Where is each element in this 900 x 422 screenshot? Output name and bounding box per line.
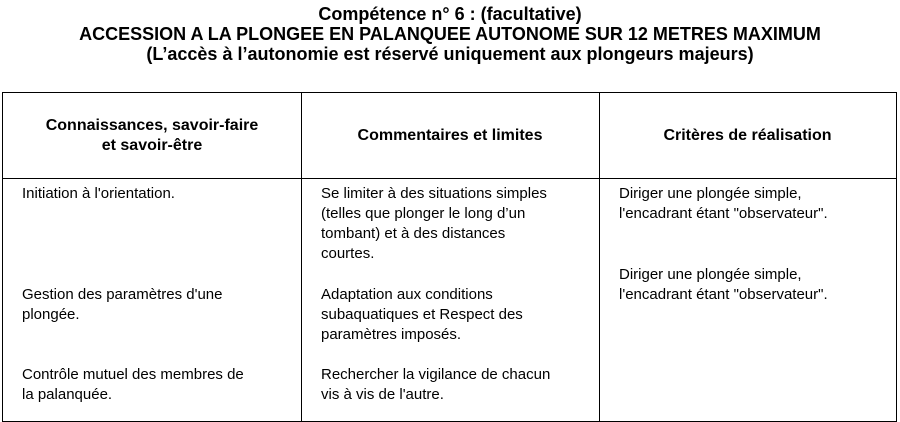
criteria-item: Diriger une plongée simple, l'encadrant étant "observateur". [619, 185, 828, 222]
header-comments: Commentaires et limites [357, 126, 543, 144]
knowledge-item: Contrôle mutuel des membres de la palanquée. [22, 366, 244, 403]
header-criteria: Critères de réalisation [663, 126, 832, 144]
competence-title: Compétence n° 6 : (facultative) [318, 4, 582, 24]
comment-item: Adaptation aux conditions subaquatiques et Respect des paramètres imposés. [321, 286, 523, 343]
comment-item: Se limiter à des situations simples (telles que plonger le long d’un tombant) et à des distances courtes. [321, 185, 547, 262]
knowledge-item: Initiation à l'orientation. [22, 185, 175, 202]
competence-note: (L’accès à l’autonomie est réservé uniquement aux plongeurs majeurs) [146, 44, 754, 64]
competence-table [2, 92, 897, 422]
competence-subtitle: ACCESSION A LA PLONGEE EN PALANQUEE AUTONOME SUR 12 METRES MAXIMUM [79, 24, 821, 44]
header-knowledge: Connaissances, savoir-faire et savoir-être [45, 116, 259, 154]
knowledge-item: Gestion des paramètres d'une plongée. [22, 286, 223, 323]
page-title-block [0, 4, 900, 64]
header-divider [3, 178, 896, 179]
comment-item: Rechercher la vigilance de chacun vis à vis de l'autre. [321, 366, 551, 403]
criteria-item: Diriger une plongée simple, l'encadrant étant "observateur". [619, 266, 828, 303]
